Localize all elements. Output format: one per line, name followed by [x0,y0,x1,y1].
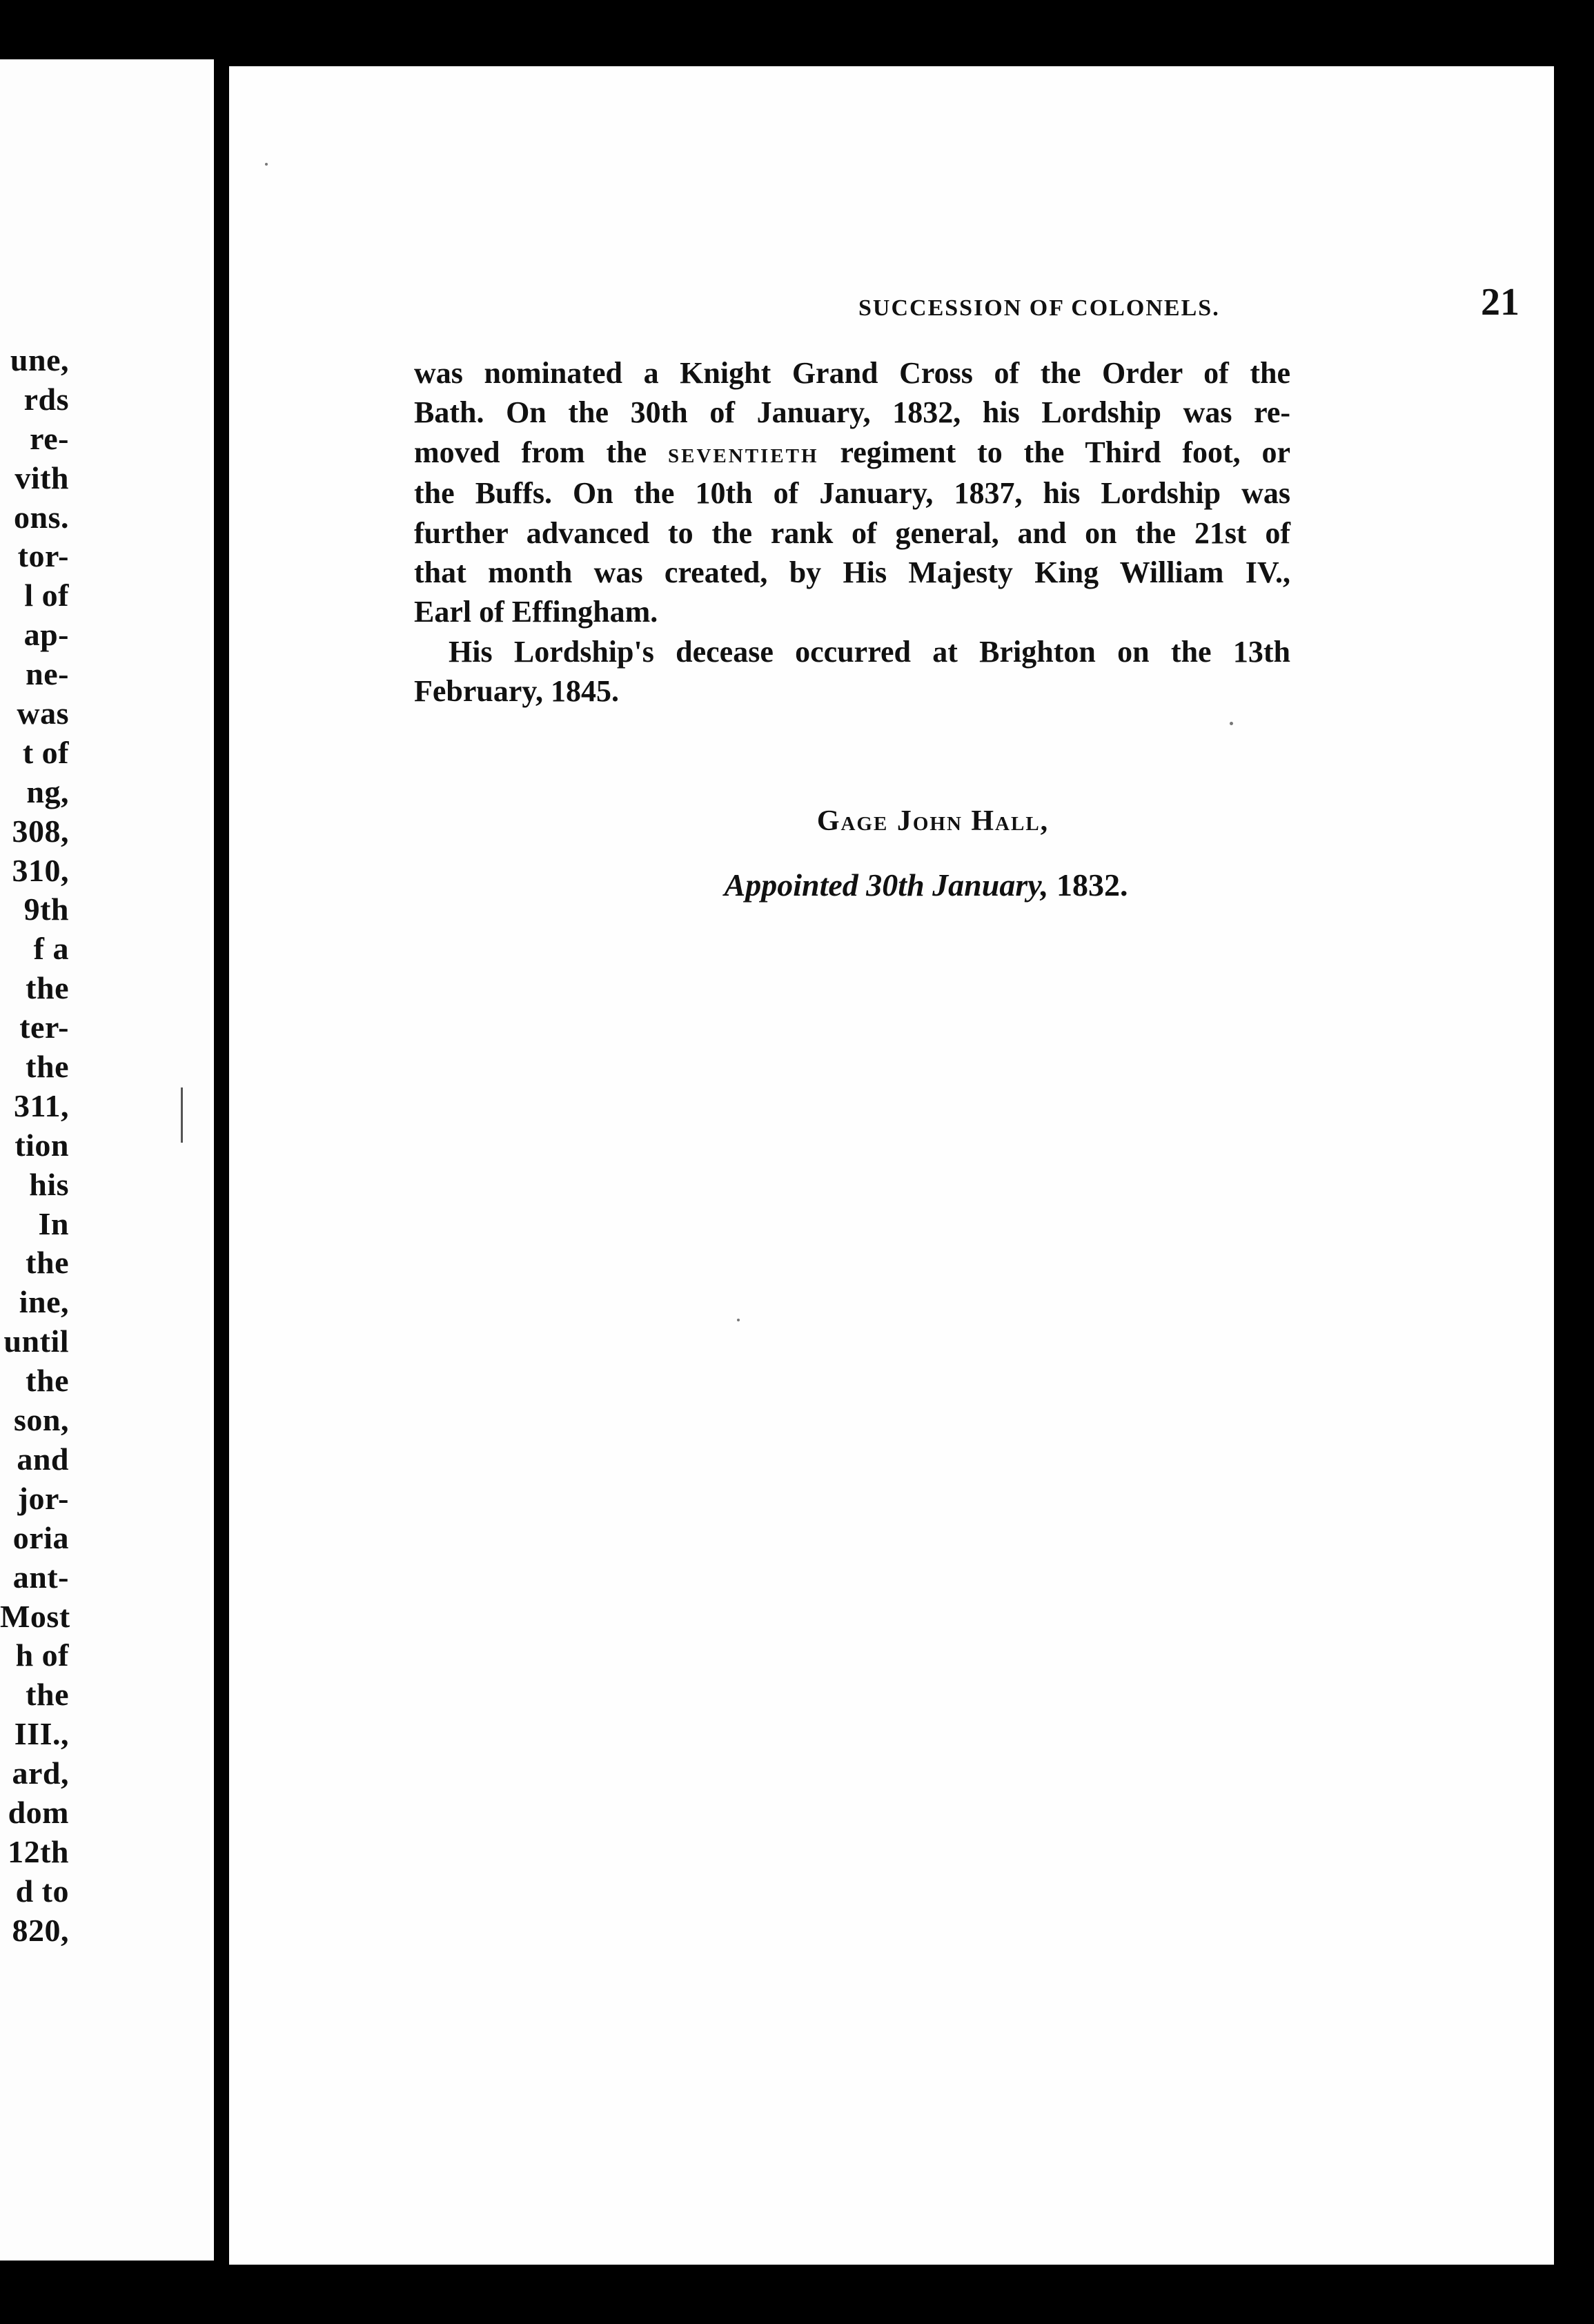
facing-line: vith [14,460,69,495]
paper-speck [737,1319,740,1321]
facing-line: rds [23,381,69,417]
facing-line: ap- [23,617,69,653]
page-number: 21 [1481,281,1519,324]
facing-line: t of [22,734,69,770]
appointment-date-text: Appointed 30th January, [724,867,1049,903]
facing-line: the [26,1245,69,1281]
facing-line: f a [33,931,69,967]
body-line: February, 1845. [414,674,619,709]
body-line: was nominated a Knight Grand Cross of the Order of the [414,356,1290,390]
gutter-mark [181,1087,183,1143]
body-line: the Buffs. On the 10th of January, 1837, his Lordship was [414,476,1290,511]
appointment-year: 1832. [1056,867,1128,903]
facing-line: oria [12,1519,69,1555]
page-header [657,280,1519,335]
body-line: Bath. On the 30th of January, 1832, his Lordship was re- [414,395,1290,430]
colonel-name: Gage John Hall, [816,805,1050,837]
body-line: His Lordship's decease occurred at Brighton on the 13th [449,634,1290,669]
facing-line: ter- [19,1010,69,1045]
running-head: SUCCESSION OF COLONELS. [858,295,1220,321]
appointment-date [229,867,1554,903]
facing-line: the [26,1677,69,1713]
facing-line: ine, [19,1284,69,1320]
facing-line: the [26,1049,69,1085]
facing-line: ard, [12,1755,69,1791]
paper-speck [265,163,268,166]
scan-border [1554,0,1594,2324]
facing-line: dom [8,1794,69,1830]
facing-line: III., [14,1716,69,1752]
facing-line: his [29,1166,69,1202]
facing-line: 820, [12,1912,69,1948]
facing-line: In [38,1205,69,1241]
facing-line: and [17,1441,69,1477]
facing-page-fragment [0,59,214,2261]
body-line-start: moved from the [414,435,647,469]
facing-line: ant- [12,1559,69,1595]
body-line: further advanced to the rank of general, and on the 21st of [414,515,1290,550]
facing-line: until [3,1323,69,1359]
facing-line: the [26,1363,69,1399]
facing-line: tion [14,1127,69,1163]
body-line-with-small-caps [414,433,1290,473]
facing-line: 308, [12,813,69,849]
facing-line: d to [15,1873,69,1909]
small-caps-word: seventieth [668,437,819,469]
facing-page-text [0,341,69,1951]
facing-line: tor- [17,538,69,574]
facing-line: h of [15,1637,69,1673]
facing-line: 12th [8,1833,69,1869]
facing-line: ons. [14,499,69,535]
facing-line: 9th [23,892,69,927]
facing-line: une, [10,342,69,377]
facing-line: l of [24,578,69,613]
facing-line: 311, [14,1087,69,1123]
facing-line: the [26,970,69,1006]
body-line: that month was created, by His Majesty King William IV., [414,555,1290,590]
body-line: Earl of Effingham. [414,595,658,629]
body-line-end: regiment to the Third foot, or [840,435,1291,469]
facing-line: was [17,696,69,731]
facing-line: 310, [12,852,69,888]
facing-line: re- [30,420,69,456]
paper-speck [1230,722,1233,725]
facing-line: Most [0,1598,70,1634]
body-paragraphs [414,353,1290,711]
book-page [229,66,1554,2265]
facing-line: ng, [26,774,69,809]
facing-line: son, [14,1402,69,1438]
facing-line: jor- [17,1480,69,1516]
facing-line: ne- [26,656,69,692]
